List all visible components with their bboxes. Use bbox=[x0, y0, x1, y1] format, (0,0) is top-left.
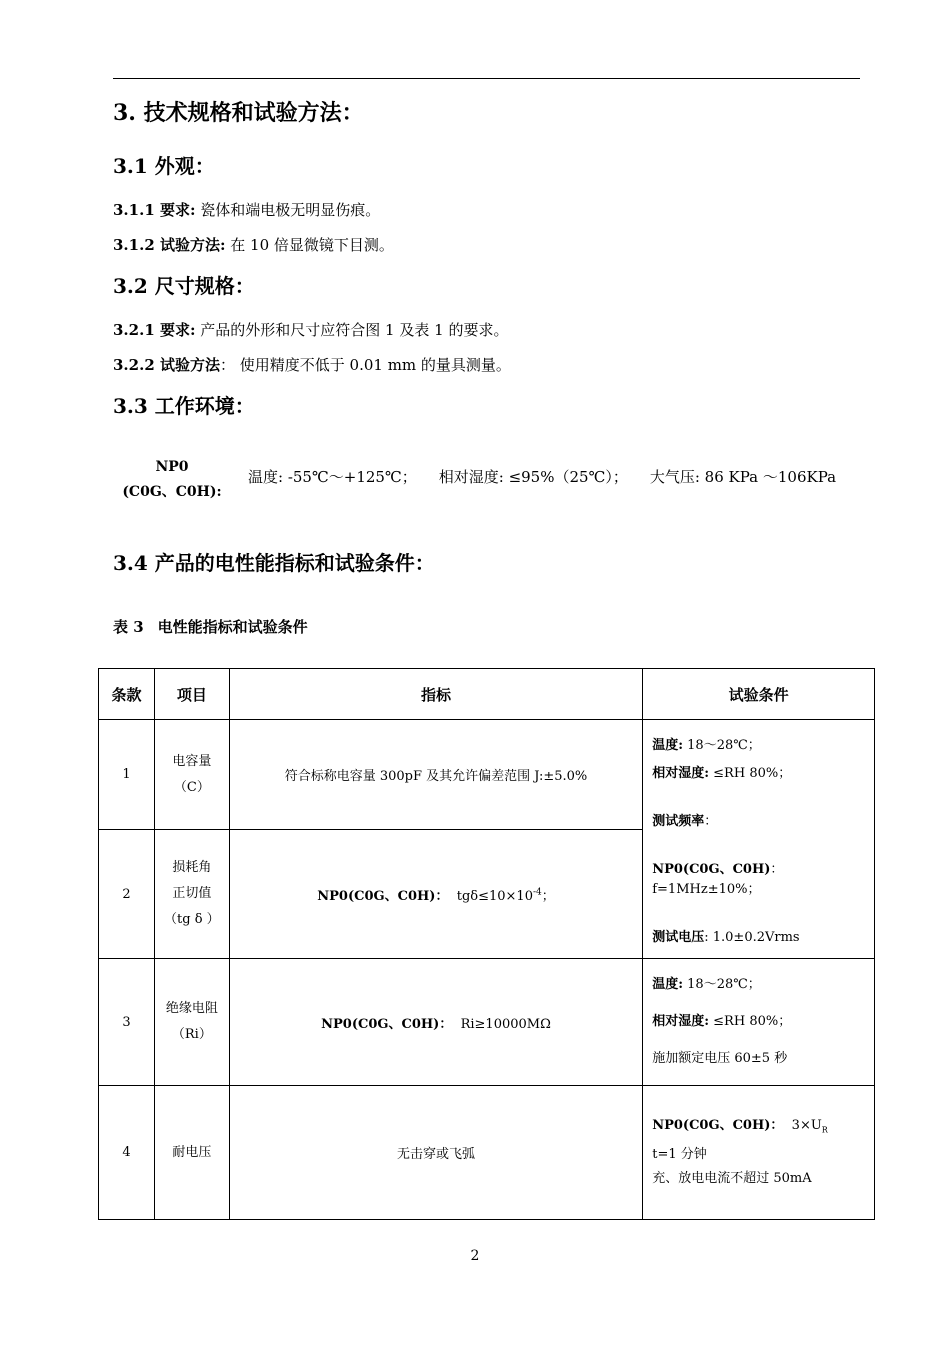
row2-spec bbox=[229, 830, 642, 959]
section-3-2-title: 3.2 尺寸规格： bbox=[113, 274, 255, 298]
cond12-frequency bbox=[652, 812, 865, 832]
para-3-2-1-text: 产品的外形和尺寸应符合图 1 及表 1 的要求。 bbox=[195, 321, 509, 339]
cond12-humidity-label: 相对湿度: bbox=[652, 766, 710, 781]
para-3-2-2-text: ： 使用精度不低于 0.01 mm 的量具测量。 bbox=[219, 356, 511, 374]
env-conditions bbox=[248, 466, 858, 487]
cond3-humidity bbox=[652, 1012, 865, 1032]
header-clause: 条款 bbox=[99, 669, 155, 720]
cond12-temp-label: 温度: bbox=[652, 738, 684, 753]
cond12-temp-value: 18～28℃； bbox=[683, 738, 761, 753]
env-temperature: 温度: -55℃～+125℃； bbox=[248, 468, 417, 486]
electrical-spec-table bbox=[98, 668, 875, 1220]
cond3-temp-value: 18～28℃； bbox=[683, 977, 761, 992]
cond4-np0-value: 3×U bbox=[791, 1118, 822, 1134]
cond3-humidity-value: ≤RH 80%； bbox=[709, 1014, 792, 1029]
para-3-2-2 bbox=[113, 354, 511, 375]
cond4-np0-sub: R bbox=[821, 1125, 828, 1135]
table-row bbox=[99, 959, 875, 1086]
cond12-np0-value: ：f=1MHz±10%； bbox=[652, 862, 784, 897]
cond12-temp bbox=[652, 736, 865, 756]
row4-spec: 无击穿或飞弧 bbox=[229, 1086, 642, 1220]
row3-item-line1: 绝缘电阻 bbox=[165, 1001, 218, 1016]
cond3-temp bbox=[652, 975, 865, 995]
row3-spec-value: Ri≥10000MΩ bbox=[460, 1016, 551, 1032]
header-index: 指标 bbox=[229, 669, 642, 720]
env-pressure: 大气压: 86 KPa ～106KPa bbox=[649, 468, 837, 486]
cond3-apply-voltage: 施加额定电压 60±5 秒 bbox=[652, 1051, 788, 1066]
table-caption-number: 表 3 bbox=[113, 618, 144, 636]
row3-spec bbox=[229, 959, 642, 1086]
section-3-3-title: 3.3 工作环境： bbox=[113, 394, 255, 418]
header-item: 项目 bbox=[154, 669, 229, 720]
para-3-2-1-label: 3.2.1 要求: bbox=[113, 321, 196, 339]
row3-item-line2: （Ri） bbox=[171, 1027, 212, 1042]
row2-spec-exponent: -4 bbox=[532, 887, 542, 898]
header-conditions: 试验条件 bbox=[643, 669, 875, 720]
para-3-2-2-label: 3.2.2 试验方法 bbox=[113, 356, 220, 374]
cond12-frequency-label: 测试频率 bbox=[652, 814, 705, 829]
row2-item bbox=[154, 830, 229, 959]
cond3-temp-label: 温度: bbox=[652, 977, 684, 992]
para-3-1-1-label: 3.1.1 要求: bbox=[113, 201, 196, 219]
section-3-1-title: 3.1 外观： bbox=[113, 154, 215, 178]
row3-spec-label: NP0(C0G、C0H)： bbox=[321, 1016, 453, 1032]
cond4-np0-label: NP0(C0G、C0H)： bbox=[652, 1118, 784, 1134]
cond12-voltage bbox=[652, 928, 865, 948]
section-3-title: 3. 技术规格和试验方法： bbox=[113, 100, 364, 126]
row2-item-line3: （tg δ ） bbox=[164, 912, 220, 928]
row2-item-line2: 正切值 bbox=[172, 886, 212, 902]
para-3-1-2-text: 在 10 倍显微镜下目测。 bbox=[225, 236, 394, 254]
row2-spec-value: tgδ≤10×10 bbox=[456, 888, 533, 904]
para-3-1-2-label: 3.1.2 试验方法: bbox=[113, 236, 226, 254]
env-humidity: 相对湿度: ≤95%（25℃）； bbox=[438, 468, 628, 486]
para-3-2-1 bbox=[113, 319, 508, 340]
cond4-time: t=1 分钟 bbox=[652, 1146, 707, 1162]
row2-spec-label: NP0(C0G、C0H)： bbox=[317, 888, 449, 904]
section-3-4-title: 3.4 产品的电性能指标和试验条件： bbox=[113, 551, 435, 575]
env-dielectric-label bbox=[113, 455, 231, 505]
row1-item bbox=[154, 720, 229, 830]
table-caption-text: 电性能指标和试验条件 bbox=[157, 618, 308, 636]
para-3-1-1 bbox=[113, 199, 380, 220]
row3-item bbox=[154, 959, 229, 1086]
row2-item-line1: 损耗角 bbox=[172, 860, 212, 876]
page-number: 2 bbox=[470, 1248, 480, 1264]
cond4-np0 bbox=[652, 1116, 865, 1141]
env-label-line2: (C0G、C0H): bbox=[122, 484, 222, 500]
row4-no: 4 bbox=[99, 1086, 155, 1220]
row1-item-line1: 电容量 bbox=[172, 753, 212, 769]
cond12-humidity-value: ≤RH 80%； bbox=[709, 766, 792, 781]
table-header-row bbox=[99, 669, 875, 720]
row1-spec: 符合标称电容量 300pF 及其允许偏差范围 J:±5.0% bbox=[229, 720, 642, 830]
row1-item-line2: （C） bbox=[173, 779, 210, 795]
header-rule bbox=[113, 78, 860, 79]
conditions-row-4 bbox=[643, 1086, 875, 1220]
row2-spec-end: ； bbox=[541, 888, 555, 904]
cond12-frequency-value: ： bbox=[704, 814, 718, 829]
row3-no: 3 bbox=[99, 959, 155, 1086]
env-label-line1: NP0 bbox=[155, 459, 189, 475]
cond12-np0-frequency bbox=[652, 860, 865, 900]
table-row bbox=[99, 1086, 875, 1220]
table-caption bbox=[113, 616, 322, 637]
para-3-1-1-text: 瓷体和端电极无明显伤痕。 bbox=[195, 201, 381, 219]
cond12-voltage-label: 测试电压 bbox=[652, 930, 705, 945]
conditions-rows-1-2 bbox=[643, 720, 875, 959]
para-3-1-2 bbox=[113, 234, 394, 255]
cond4-current: 充、放电电流不超过 50mA bbox=[652, 1170, 812, 1186]
cond3-humidity-label: 相对湿度: bbox=[652, 1014, 710, 1029]
conditions-row-3 bbox=[643, 959, 875, 1086]
row1-no: 1 bbox=[99, 720, 155, 830]
cond12-humidity bbox=[652, 764, 865, 784]
table-row bbox=[99, 720, 875, 830]
row4-item: 耐电压 bbox=[154, 1086, 229, 1220]
cond12-voltage-value: : 1.0±0.2Vrms bbox=[704, 930, 800, 945]
row2-no: 2 bbox=[99, 830, 155, 959]
cond12-np0-label: NP0(C0G、C0H) bbox=[652, 862, 771, 877]
